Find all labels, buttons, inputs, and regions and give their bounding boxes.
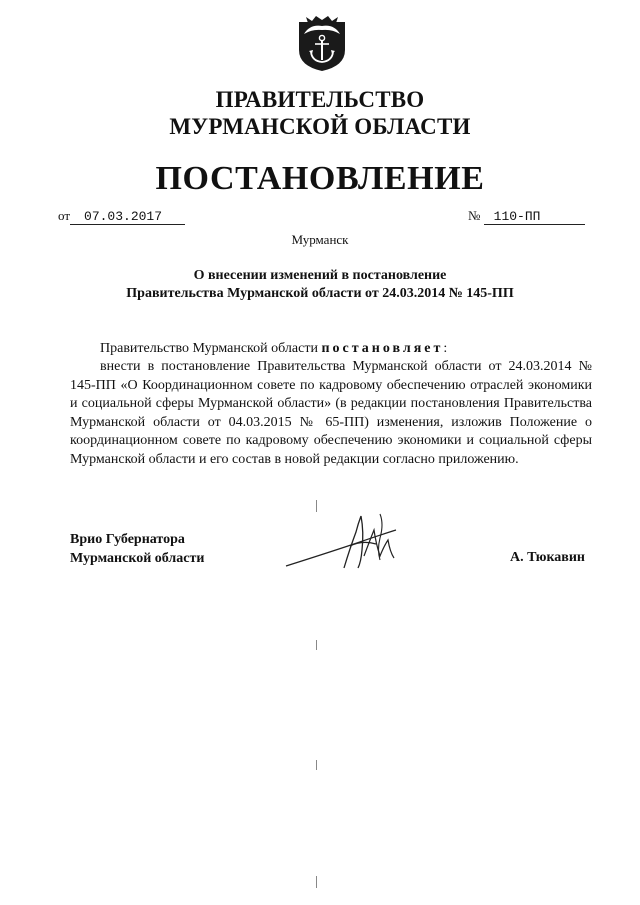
number-prefix: № [468,208,481,223]
government-title-line2: МУРМАНСКОЙ ОБЛАСТИ [169,114,471,139]
decree-number: 110-ПП [484,209,585,225]
document-type-title: ПОСТАНОВЛЕНИЕ [155,160,485,197]
scan-mark [316,876,317,888]
decree-number-field [468,208,585,225]
murmansk-coat-of-arms-icon [296,14,348,72]
decree-date: 07.03.2017 [70,209,185,225]
issue-city: Мурманск [291,232,349,247]
handwritten-signature-icon [284,510,414,578]
intro-suffix: : [443,341,448,356]
intro-prefix: Правительство Мурманской области [100,341,322,356]
signatory-name: А. Тюкавин [510,550,585,565]
subject-line2: Правительства Мурманской области от 24.03.2014 № 145-ПП [126,286,514,301]
date-prefix: от [58,208,71,223]
decree-word: постановляет [321,341,444,356]
scan-mark [316,500,317,512]
position-line1: Врио Губернатора [70,532,185,547]
decree-date-field [58,208,185,225]
position-line2: Мурманской области [70,551,205,566]
government-title-line1: ПРАВИТЕЛЬСТВО [215,87,425,112]
signatory-position [70,530,204,568]
scan-mark [316,760,317,770]
decree-intro [70,340,592,359]
scan-mark [316,640,317,650]
subject-line1: О внесении изменений в постановление [193,268,447,283]
decree-paragraph: внести в постановление Правительства Мурманской области от 24.03.2014 № 145-ПП «О Координационном совете по кадровому обеспечению отраслей экономики и социальной сферы Мурманской области» (в редакции постановления Правительства Мурманской области от 04.03.2015 № 65-ПП) изменения, изложив Положение о координационном совете по кадровому обеспечению экономики и социальной сферы Мурманской области и его состав в новой редакции согласно приложению. [70,359,592,467]
